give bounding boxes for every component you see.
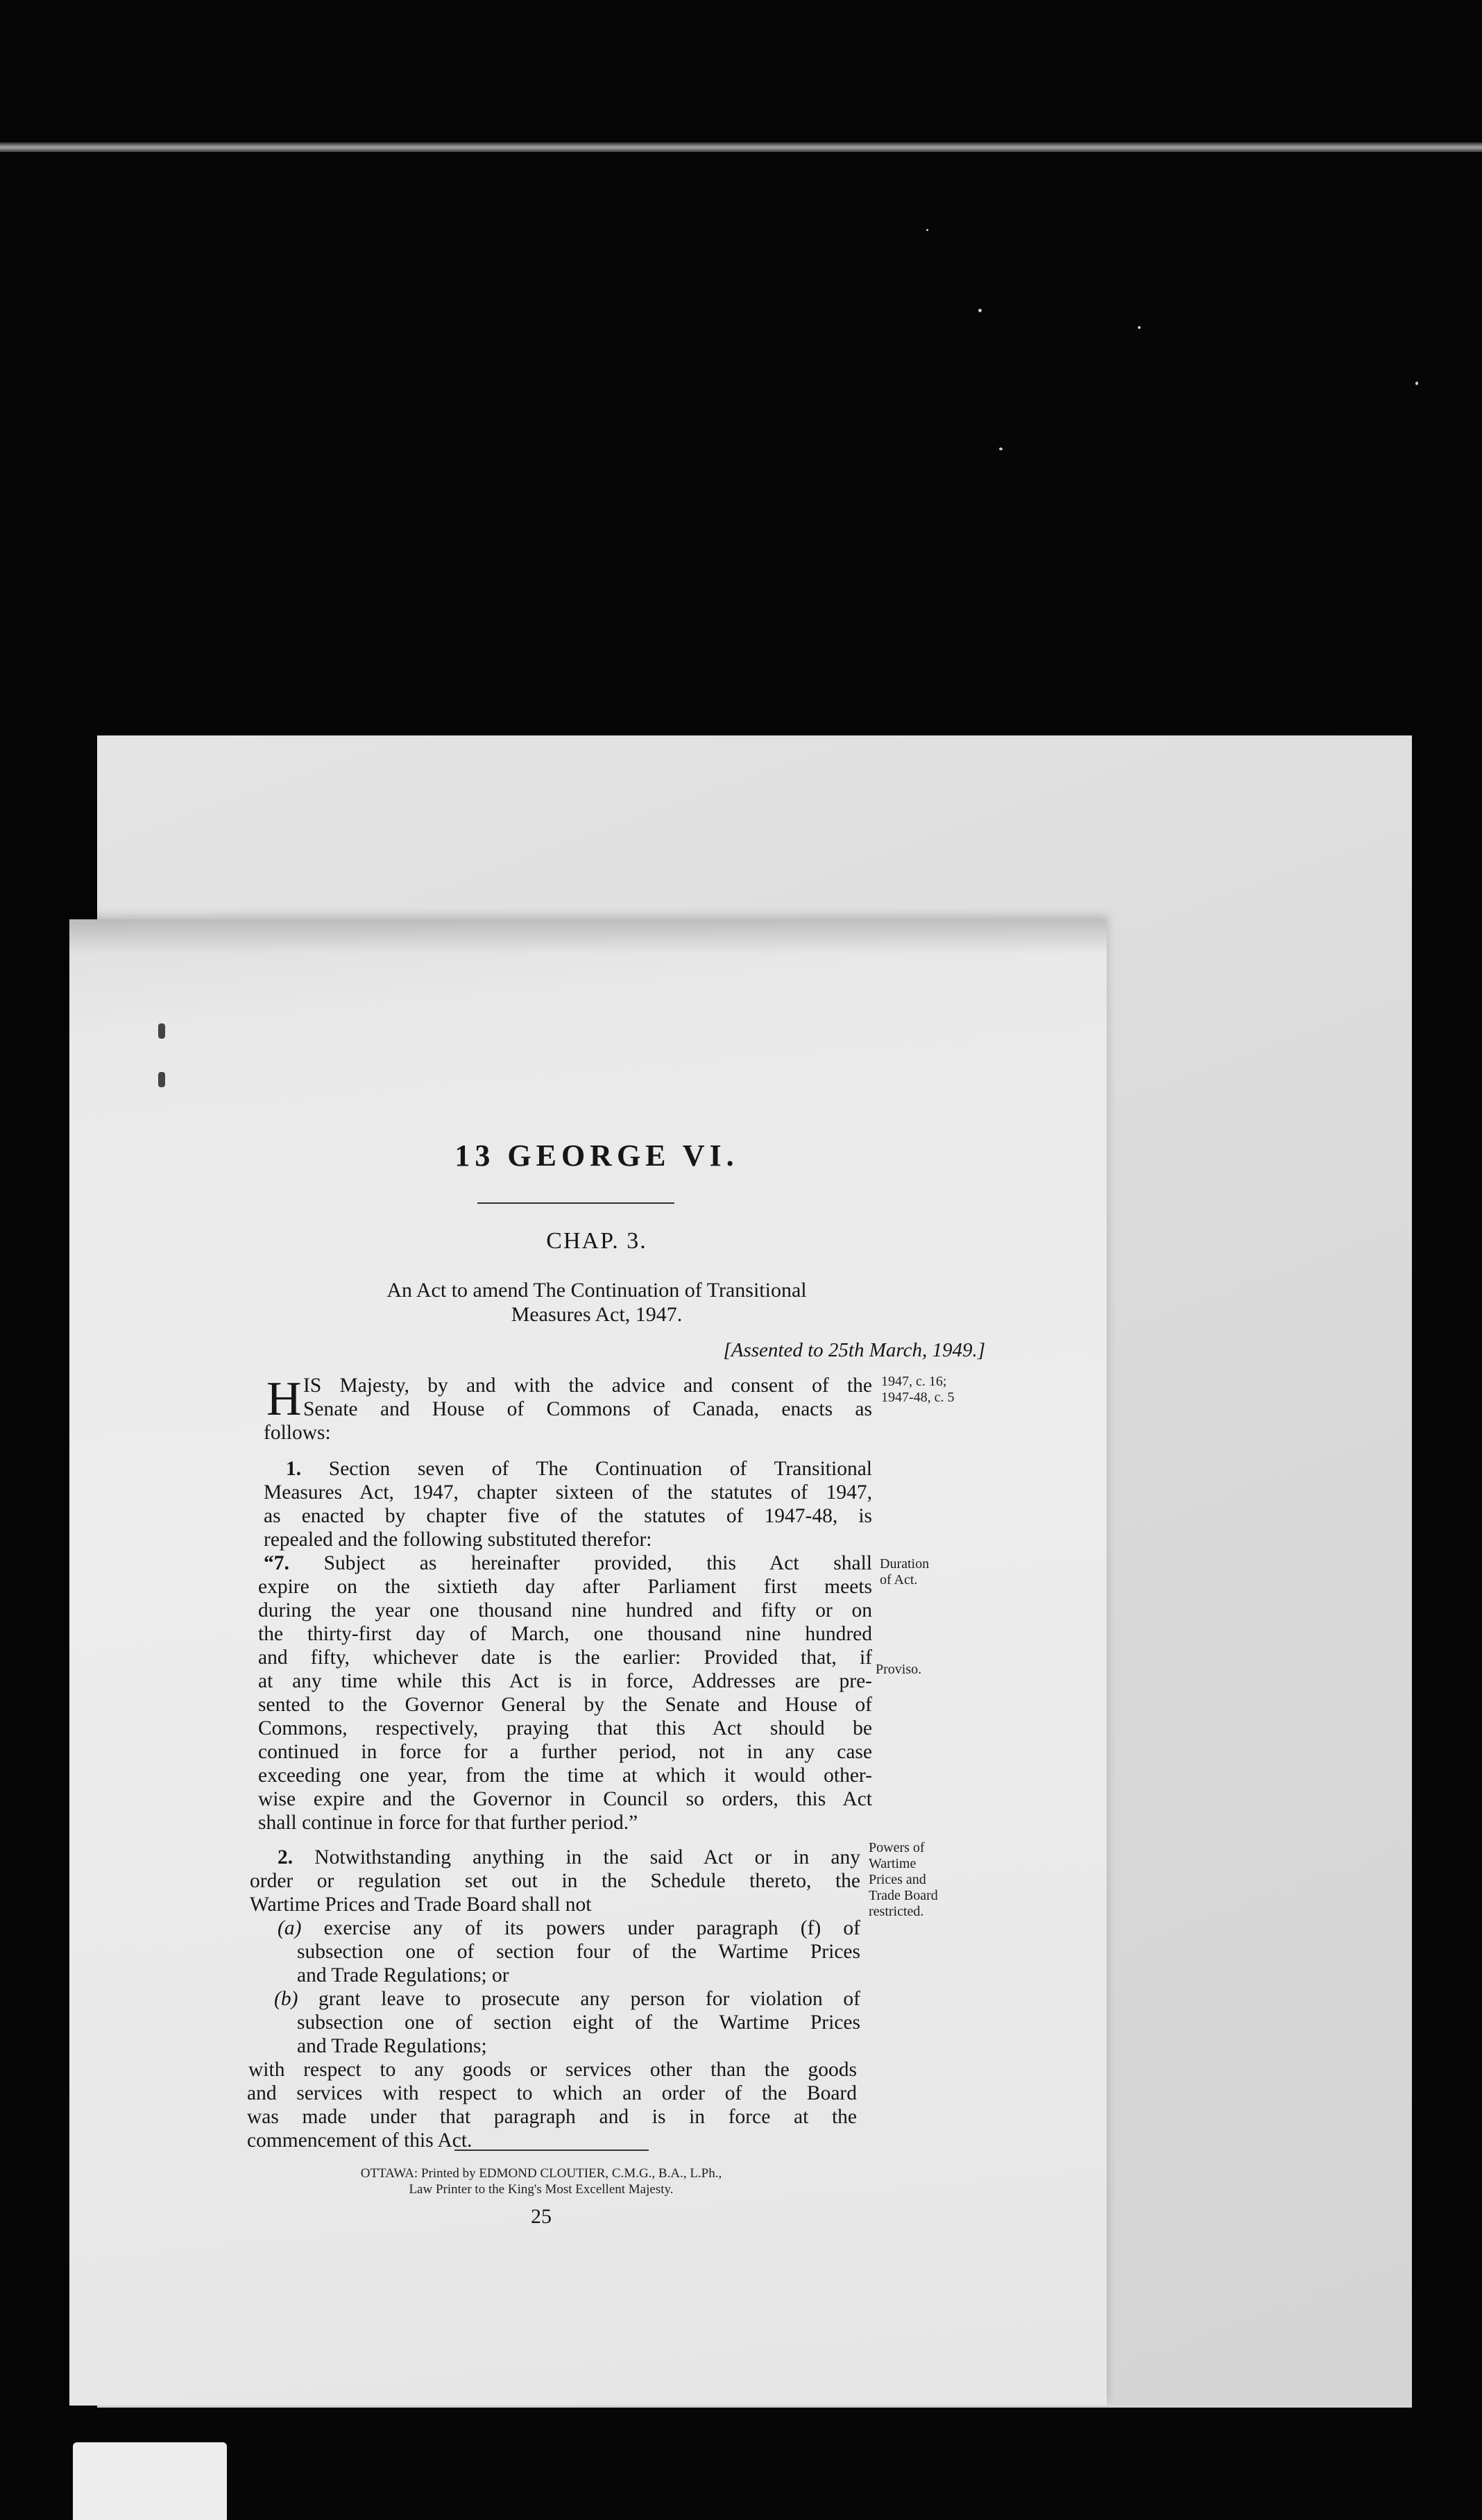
section-1-number: 1. xyxy=(286,1458,302,1480)
preamble-line: Senate and House of Commons of Canada, enacts as xyxy=(303,1398,872,1420)
quoted-section-line: wise expire and the Governor in Council so orders, this Act xyxy=(258,1788,872,1810)
closing-line: and services with respect to which an order of the Board xyxy=(247,2082,857,2104)
margin-note-line: 1947, c. 16; xyxy=(881,1374,947,1389)
closing-line: commencement of this Act. xyxy=(247,2129,472,2152)
quoted-section-line: the thirty-first day of March, one thousand nine hundred xyxy=(258,1623,872,1645)
margin-note-line: Wartime xyxy=(869,1856,917,1871)
margin-note-line: Powers of xyxy=(869,1840,925,1855)
quoted-section-line: and fifty, whichever date is the earlier: Provided that, if xyxy=(258,1646,872,1669)
section-2-number: 2. xyxy=(278,1846,293,1868)
quoted-section-line: during the year one thousand nine hundred and fifty or on xyxy=(258,1599,872,1621)
paragraph-a-line: subsection one of section four of the Wartime Prices xyxy=(297,1941,860,1963)
quoted-section-line xyxy=(264,1551,872,1575)
margin-note-duration xyxy=(880,1556,929,1588)
margin-note-line: of Act. xyxy=(880,1572,918,1587)
paragraph-b-label: (b) xyxy=(274,1988,298,2010)
section-2-line: Wartime Prices and Trade Board shall not xyxy=(250,1893,592,1916)
margin-note-citation xyxy=(881,1374,955,1406)
quoted-section-line: shall continue in force for that further period.” xyxy=(258,1812,638,1834)
section-2-line: order or regulation set out in the Schedule thereto, the xyxy=(250,1870,860,1892)
quoted-section-line: at any time while this Act is in force, Addresses are pre- xyxy=(258,1670,872,1692)
preamble-line: follows: xyxy=(264,1422,331,1444)
act-title-line-1: An Act to amend The Continuation of Transitional xyxy=(386,1279,807,1302)
margin-note-line: Proviso. xyxy=(876,1662,922,1677)
closing-line: was made under that paragraph and is in force at the xyxy=(247,2106,857,2128)
closing-line: with respect to any goods or services other than the goods xyxy=(248,2059,857,2081)
chapter-number: CHAP. 3. xyxy=(546,1228,647,1254)
margin-note-line: Duration xyxy=(880,1556,930,1572)
assent-date: [Assented to 25th March, 1949.] xyxy=(723,1339,985,1361)
paragraph-b-text: grant leave to prosecute any person for violation of xyxy=(318,1988,861,2010)
quoted-section-line: expire on the sixtieth day after Parliament first meets xyxy=(258,1576,872,1598)
quoted-section-line: Commons, respectively, praying that this Act should be xyxy=(258,1717,872,1739)
paragraph-b-line: subsection one of section eight of the Wartime Prices xyxy=(297,2011,860,2034)
margin-note-line: restricted. xyxy=(869,1904,924,1919)
margin-note-line: 1947-48, c. 5 xyxy=(881,1390,955,1405)
margin-note-line: Prices and xyxy=(869,1872,926,1887)
section-1-line xyxy=(286,1457,872,1481)
quoted-section-line: sented to the Governor General by the Senate and House of xyxy=(258,1694,872,1716)
printer-line-2: Law Printer to the King's Most Excellent Majesty. xyxy=(409,2182,674,2197)
quoted-section-text: Subject as hereinafter provided, this Act shall xyxy=(323,1552,872,1574)
section-1-line: Measures Act, 1947, chapter sixteen of the statutes of 1947, xyxy=(264,1481,872,1504)
quoted-section-line: continued in force for a further period, not in any case xyxy=(258,1741,872,1763)
act-title-line-2: Measures Act, 1947. xyxy=(511,1303,683,1326)
preamble-line: IS Majesty, by and with the advice and consent of the xyxy=(303,1374,872,1397)
margin-note-line: Trade Board xyxy=(869,1888,938,1903)
regnal-year-heading: 13 GEORGE VI. xyxy=(454,1139,739,1173)
section-1-line: as enacted by chapter five of the statutes of 1947-48, is xyxy=(264,1505,872,1527)
heading-rule xyxy=(477,1202,674,1204)
paragraph-a-line: and Trade Regulations; or xyxy=(297,1964,509,1986)
paragraph-a-line xyxy=(278,1916,860,1940)
margin-note-proviso xyxy=(876,1662,921,1678)
paragraph-b-line xyxy=(274,1987,860,2011)
page-number: 25 xyxy=(531,2205,552,2228)
drop-cap: H xyxy=(266,1372,302,1426)
section-2-line xyxy=(278,1846,860,1869)
printer-line-1: OTTAWA: Printed by EDMOND CLOUTIER, C.M.G., B.A., L.Ph., xyxy=(360,2166,722,2181)
section-2-text: Notwithstanding anything in the said Act or in any xyxy=(314,1846,860,1868)
section-1-line: repealed and the following substituted therefor: xyxy=(264,1529,652,1551)
margin-note-powers xyxy=(869,1840,938,1920)
quoted-section-number: “7. xyxy=(264,1552,289,1574)
footer-rule xyxy=(454,2149,649,2151)
paragraph-a-label: (a) xyxy=(278,1917,302,1939)
section-1-text: Section seven of The Continuation of Transitional xyxy=(328,1458,872,1480)
paragraph-a-text: exercise any of its powers under paragraph (f) of xyxy=(323,1917,861,1939)
paragraph-b-line: and Trade Regulations; xyxy=(297,2035,487,2057)
quoted-section-line: exceeding one year, from the time at which it would other- xyxy=(258,1764,872,1787)
